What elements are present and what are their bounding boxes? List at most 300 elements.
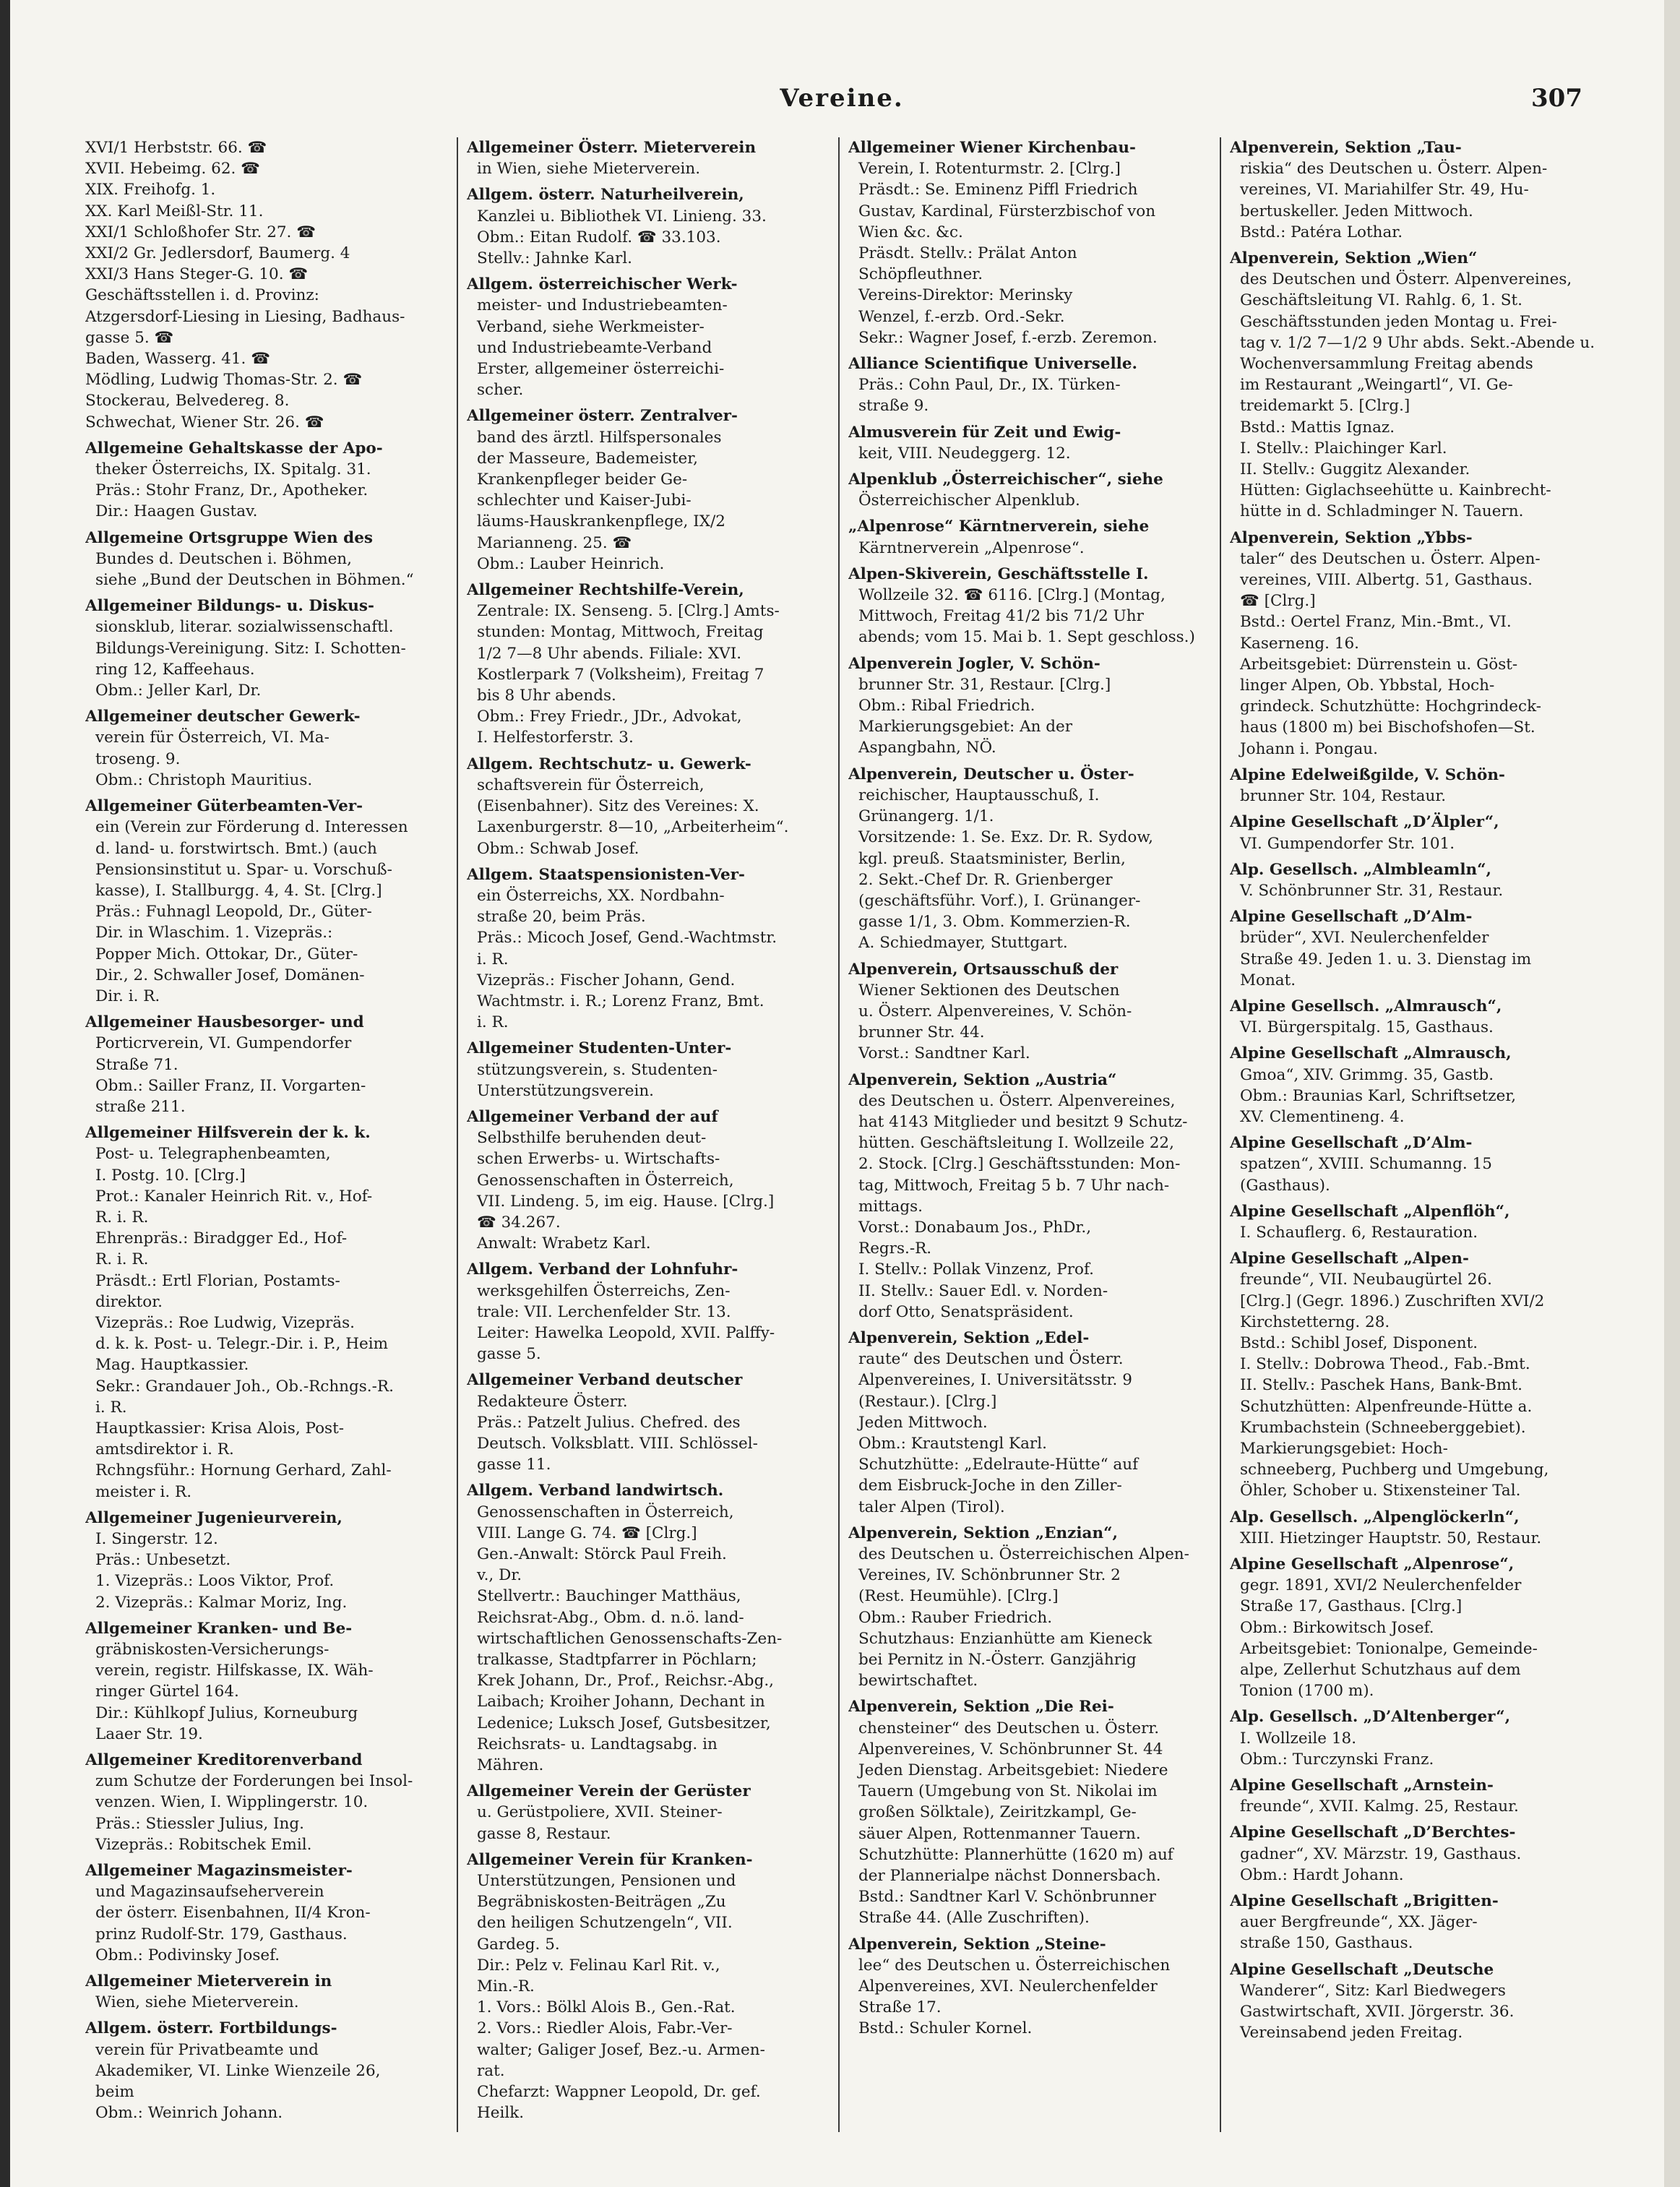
entry-line: brüder“, XVI. Neulerchenfelder xyxy=(1240,929,1489,948)
entry-heading: Alpine Gesellschaft „Deutsche xyxy=(1230,1960,1494,1979)
entry-line: treidemarkt 5. [Clrg.] xyxy=(1240,397,1410,416)
entry-heading: Alpine Gesellschaft „Alpenrose“, xyxy=(1230,1555,1515,1573)
entry-heading: Allgemeiner Magazinsmeister- xyxy=(85,1862,353,1881)
entry-line: Schutzhütte: Plannerhütte (1620 m) auf xyxy=(858,1845,1173,1864)
entry-line: Schwechat, Wiener Str. 26. ☎ xyxy=(85,413,324,431)
entry-line: Jeden Dienstag. Arbeitsgebiet: Niedere xyxy=(858,1761,1168,1780)
entry-line: schlechter und Kaiser-Jubi- xyxy=(477,491,692,510)
entry-line: Anwalt: Wrabetz Karl. xyxy=(477,1234,651,1253)
entry-line: grindeck. Schutzhütte: Hochgrindeck- xyxy=(1240,697,1541,716)
entry-line: Präsdt.: Se. Eminenz Piffl Friedrich xyxy=(858,181,1138,199)
entry-line: reichischer, Hauptausschuß, I. xyxy=(858,786,1100,804)
entry-line: R. i. R. xyxy=(95,1208,149,1226)
entry-line: hütten. Geschäftsleitung I. Wollzeile 22, xyxy=(858,1134,1174,1153)
entry-line: Dir.: Pelz v. Felinau Karl Rit. v., xyxy=(477,1956,720,1975)
directory-entry xyxy=(848,764,1213,954)
entry-line: rat. xyxy=(477,2061,505,2080)
entry-line: linger Alpen, Ob. Ybbstal, Hoch- xyxy=(1240,676,1495,695)
entry-line: XXI/1 Schloßhofer Str. 27. ☎ xyxy=(85,223,316,241)
directory-entry xyxy=(848,959,1213,1065)
entry-line: VI. Gumpendorfer Str. 101. xyxy=(1240,834,1455,853)
directory-entry xyxy=(85,596,450,701)
entry-line: Präs.: Unbesetzt. xyxy=(95,1551,231,1570)
entry-line: bertuskeller. Jeden Mittwoch. xyxy=(1240,202,1473,220)
entry-line: im Restaurant „Weingartl“, VI. Ge- xyxy=(1240,376,1513,395)
column-4 xyxy=(1230,137,1595,2147)
column-divider xyxy=(457,137,458,2132)
entry-line: Erster, allgemeiner österreichi- xyxy=(477,360,725,379)
entry-line: Präs.: Stiessler Julius, Ing. xyxy=(95,1814,304,1833)
entry-line: Mähren. xyxy=(477,1756,544,1775)
entry-line: Gardeg. 5. xyxy=(477,1935,560,1954)
entry-line: straße 150, Gasthaus. xyxy=(1240,1934,1413,1953)
directory-entry xyxy=(1230,248,1595,523)
entry-line: verein, registr. Hilfskasse, IX. Wäh- xyxy=(95,1662,374,1680)
entry-line: ring 12, Kaffeehaus. xyxy=(95,660,255,679)
entry-line: Obm.: Weinrich Johann. xyxy=(95,2104,283,2123)
entry-line: gasse 1/1, 3. Obm. Kommerzien-R. xyxy=(858,913,1131,932)
entry-heading: Alpenverein, Sektion „Ybbs- xyxy=(1230,528,1473,547)
directory-entry xyxy=(848,1070,1213,1323)
entry-line: chensteiner“ des Deutschen u. Österr. xyxy=(858,1719,1160,1737)
entry-line: Pensionsinstitut u. Spar- u. Vorschuß- xyxy=(95,860,392,879)
entry-heading: Alpine Gesellschaft „D’Älpler“, xyxy=(1230,813,1499,832)
directory-entry xyxy=(1230,137,1595,243)
entry-line: Wien &c. &c. xyxy=(858,223,963,241)
entry-line: Dir. i. R. xyxy=(95,987,160,1005)
entry-heading: Allgem. Staatspensionisten-Ver- xyxy=(467,865,745,884)
entry-line: v., Dr. xyxy=(477,1566,522,1585)
directory-entry xyxy=(467,405,832,575)
entry-line: tag v. 1/2 7—1/2 9 Uhr abds. Sekt.-Abende u. xyxy=(1240,333,1595,352)
entry-line: Redakteure Österr. xyxy=(477,1392,628,1411)
entry-line: Leiter: Hawelka Leopold, XVII. Palffy- xyxy=(477,1323,775,1342)
entry-line: meister- und Industriebeamten- xyxy=(477,296,728,315)
entry-line: Begräbniskosten-Beiträgen „Zu xyxy=(477,1893,726,1912)
entry-line: gasse 5. ☎ xyxy=(85,328,174,347)
entry-line: Wanderer“, Sitz: Karl Biedwegers xyxy=(1240,1981,1506,2000)
entry-line: Stockerau, Belvedereg. 8. xyxy=(85,392,290,411)
entry-line: band des ärztl. Hilfspersonales xyxy=(477,428,722,447)
entry-line: Obm.: Eitan Rudolf. ☎ 33.103. xyxy=(477,228,721,246)
entry-heading: Allgem. österr. Fortbildungs- xyxy=(85,2019,337,2038)
entry-line: Marianneng. 25. ☎ xyxy=(477,533,632,552)
entry-line: gasse 8, Restaur. xyxy=(477,1824,611,1843)
entry-line: XV. Clementineng. 4. xyxy=(1240,1107,1405,1126)
entry-line: Straße 71. xyxy=(95,1055,178,1074)
entry-line: der Plannerialpe nächst Donnersbach. xyxy=(858,1867,1161,1886)
entry-heading: Alpenverein, Sektion „Tau- xyxy=(1230,139,1462,157)
entry-line: Ledenice; Luksch Josef, Gutsbesitzer, xyxy=(477,1714,771,1732)
entry-line: sionsklub, literar. sozialwissenschaftl. xyxy=(95,618,394,637)
entry-line: 2. Stock. [Clrg.] Geschäftsstunden: Mon- xyxy=(858,1155,1181,1174)
entry-line: tag, Mittwoch, Freitag 5 b. 7 Uhr nach- xyxy=(858,1176,1170,1195)
directory-entry xyxy=(1230,812,1595,854)
entry-heading: Alpenverein, Sektion „Edel- xyxy=(848,1328,1090,1347)
entry-heading: Alpine Gesellschaft „D’Alm- xyxy=(1230,908,1473,927)
entry-line: Stellvertr.: Bauchinger Matthäus, xyxy=(477,1587,741,1606)
entry-line: Vizepräs.: Robitschek Emil. xyxy=(95,1835,312,1854)
entry-line: Bstd.: Patéra Lothar. xyxy=(1240,223,1403,241)
entry-line: Mittwoch, Freitag 41/2 bis 71/2 Uhr xyxy=(858,607,1144,626)
entry-line: Laaer Str. 19. xyxy=(95,1724,203,1743)
directory-entry xyxy=(848,1328,1213,1518)
entry-line: Schutzhütte: „Edelraute-Hütte“ auf xyxy=(858,1456,1139,1474)
entry-line: Bundes d. Deutschen i. Böhmen, xyxy=(95,549,352,568)
entry-heading: Alpine Gesellschaft „D’Alm- xyxy=(1230,1134,1473,1153)
entry-line: Obm.: Lauber Heinrich. xyxy=(477,554,665,573)
entry-line: stützungsverein, s. Studenten- xyxy=(477,1060,718,1079)
directory-entry xyxy=(85,2018,450,2123)
entry-line: XXI/2 Gr. Jedlersdorf, Baumerg. 4 xyxy=(85,244,350,263)
entry-line: Wochenversammlung Freitag abends xyxy=(1240,355,1533,374)
entry-line: Präsdt.: Ertl Florian, Postamts- xyxy=(95,1271,340,1290)
entry-heading: Allgemeiner Österr. Mieterverein xyxy=(467,139,757,157)
entry-line: freunde“, VII. Neubaugürtel 26. xyxy=(1240,1271,1492,1289)
entry-line: [Clrg.] (Gegr. 1896.) Zuschriften XVI/2 xyxy=(1240,1292,1545,1310)
entry-heading: Allgem. Rechtschutz- u. Gewerk- xyxy=(467,755,751,773)
entry-line: Vorsitzende: 1. Se. Exz. Dr. R. Sydow, xyxy=(858,828,1154,847)
entry-line: ☎ [Clrg.] xyxy=(1240,592,1316,611)
entry-line: Hütten: Giglachseehütte u. Kainbrecht- xyxy=(1240,481,1551,500)
entry-heading: Alpenverein, Sektion „Austria“ xyxy=(848,1070,1117,1089)
directory-entry xyxy=(467,1849,832,2124)
entry-line: walter; Galiger Josef, Bez.-u. Armen- xyxy=(477,2040,765,2059)
entry-line: gadner“, XV. Märzstr. 19, Gasthaus. xyxy=(1240,1844,1522,1863)
entry-line: (Restaur.). [Clrg.] xyxy=(858,1392,997,1411)
entry-line: direktor. xyxy=(95,1292,163,1311)
entry-heading: Allgemeiner Verein der Gerüster xyxy=(467,1782,751,1801)
entry-line: den heiligen Schutzengeln“, VII. xyxy=(477,1914,733,1933)
entry-line: Arbeitsgebiet: Tonionalpe, Gemeinde- xyxy=(1240,1639,1538,1658)
directory-entry xyxy=(1230,765,1595,807)
entry-line: auer Bergfreunde“, XX. Jäger- xyxy=(1240,1913,1478,1932)
entry-line: VII. Lindeng. 5, im eig. Hause. [Clrg.] xyxy=(477,1192,775,1211)
entry-heading: Allgem. Verband landwirtsch. xyxy=(467,1482,724,1500)
entry-line: (Rest. Heumühle). [Clrg.] xyxy=(858,1587,1059,1606)
entry-line: raute“ des Deutschen und Österr. xyxy=(858,1350,1124,1369)
entry-line: Vorst.: Donabaum Jos., PhDr., xyxy=(858,1218,1092,1237)
entry-heading: Allgemeiner Wiener Kirchenbau- xyxy=(848,139,1136,157)
entry-line: trale: VII. Lerchenfelder Str. 13. xyxy=(477,1302,731,1321)
entry-line: Atzgersdorf-Liesing in Liesing, Badhaus- xyxy=(85,307,405,326)
entry-heading: Alpine Gesellschaft „Alpen- xyxy=(1230,1250,1469,1268)
entry-line: Alpenvereines, I. Universitätsstr. 9 xyxy=(858,1371,1132,1390)
entry-line: alpe, Zellerhut Schutzhaus auf dem xyxy=(1240,1661,1521,1680)
entry-heading: Alp. Gesellsch. „D’Altenberger“, xyxy=(1230,1708,1511,1727)
directory-entry xyxy=(1230,1133,1595,1196)
entry-line: XXI/3 Hans Steger-G. 10. ☎ xyxy=(85,265,309,284)
entry-line: I. Singerstr. 12. xyxy=(95,1530,218,1548)
directory-entry xyxy=(1230,1248,1595,1501)
entry-line: Grünangerg. 1/1. xyxy=(858,807,994,826)
entry-line: gegr. 1891, XVI/2 Neulerchenfelder xyxy=(1240,1576,1522,1595)
entry-line: straße 20, beim Präs. xyxy=(477,908,646,927)
entry-line: i. R. xyxy=(477,950,509,968)
entry-line: schen Erwerbs- u. Wirtschafts- xyxy=(477,1150,720,1169)
entry-line: Post- u. Telegraphenbeamten, xyxy=(95,1145,331,1164)
entry-line: I. Stellv.: Dobrowa Theod., Fab.-Bmt. xyxy=(1240,1355,1530,1374)
directory-entry xyxy=(848,353,1213,417)
directory-entry xyxy=(85,528,450,591)
entry-line: hat 4143 Mitglieder und besitzt 9 Schutz- xyxy=(858,1112,1188,1131)
entry-line: R. i. R. xyxy=(95,1250,149,1269)
entry-line: Kärntnerverein „Alpenrose“. xyxy=(858,538,1085,557)
entry-line: Straße 17. xyxy=(858,1998,942,2017)
directory-entry xyxy=(848,137,1213,348)
directory-entry xyxy=(467,1107,832,1254)
entry-line: straße 211. xyxy=(95,1097,186,1116)
directory-entry xyxy=(467,184,832,269)
entry-line: Obm.: Braunias Karl, Schriftsetzer, xyxy=(1240,1086,1517,1105)
entry-line: Heilk. xyxy=(477,2104,525,2123)
entry-heading: Allgemeiner Verein für Kranken- xyxy=(467,1850,753,1869)
entry-line: Chefarzt: Wappner Leopold, Dr. gef. xyxy=(477,2083,761,2102)
column-3 xyxy=(848,137,1213,2147)
entry-line: tralkasse, Stadtpfarrer in Pöchlarn; xyxy=(477,1651,757,1670)
entry-line: abends; vom 15. Mai b. 1. Sept geschloss.) xyxy=(858,628,1195,647)
entry-line: gasse 11. xyxy=(477,1456,551,1474)
entry-line: I. Helfestorferstr. 3. xyxy=(477,729,634,747)
entry-line: Gmoa“, XIV. Grimmg. 35, Gastb. xyxy=(1240,1065,1494,1084)
entry-heading: Allgemeiner Kreditorenverband xyxy=(85,1751,363,1770)
entry-line: XIII. Hietzinger Hauptstr. 50, Restaur. xyxy=(1240,1529,1542,1547)
entry-line: 1. Vors.: Bölkl Alois B., Gen.-Rat. xyxy=(477,1998,736,2017)
entry-line: Geschäftsstellen i. d. Provinz: xyxy=(85,286,319,305)
entry-line: haus (1800 m) bei Bischofshofen—St. xyxy=(1240,718,1535,737)
entry-line: Reichsrats- u. Landtagsabg. in xyxy=(477,1735,718,1753)
entry-heading: Alpenverein, Sektion „Die Rei- xyxy=(848,1698,1114,1716)
entry-line: Wiener Sektionen des Deutschen xyxy=(858,981,1120,1000)
entry-line: Tauern (Umgebung von St. Nikolai im xyxy=(858,1782,1158,1801)
page-number: 307 xyxy=(1531,84,1582,113)
directory-entry xyxy=(467,1038,832,1101)
entry-line: 2. Vizepräs.: Kalmar Moriz, Ing. xyxy=(95,1593,348,1612)
entry-line: Obm.: Ribal Friedrich. xyxy=(858,697,1035,716)
directory-entry xyxy=(85,1012,450,1117)
entry-heading: Alpine Gesellschaft „Almrausch, xyxy=(1230,1044,1512,1063)
entry-heading: Alpine Gesellschaft „Brigitten- xyxy=(1230,1892,1499,1911)
entry-heading: Allgemeiner Studenten-Unter- xyxy=(467,1039,732,1058)
entry-line: brunner Str. 104, Restaur. xyxy=(1240,787,1447,806)
entry-line: Prot.: Kanaler Heinrich Rit. v., Hof- xyxy=(95,1187,373,1206)
entry-line: Genossenschaften in Österreich, xyxy=(477,1171,734,1190)
entry-heading: Alpen-Skiverein, Geschäftsstelle I. xyxy=(848,564,1149,583)
entry-line: Dir.: Kühlkopf Julius, Korneuburg xyxy=(95,1703,358,1722)
entry-line: I. Postg. 10. [Clrg.] xyxy=(95,1166,246,1185)
directory-entry xyxy=(848,469,1213,511)
entry-line: schneeberg, Puchberg und Umgebung, xyxy=(1240,1461,1549,1479)
entry-line: ringer Gürtel 164. xyxy=(95,1683,239,1701)
entry-line: ein Österreichs, XX. Nordbahn- xyxy=(477,886,725,905)
entry-line: d. k. k. Post- u. Telegr.-Dir. i. P., Heim xyxy=(95,1335,389,1354)
entry-line: wirtschaftlichen Genossenschafts-Zen- xyxy=(477,1629,783,1648)
entry-heading: Allgem. österreichischer Werk- xyxy=(467,275,738,294)
entry-line: Unterstützungsverein. xyxy=(477,1081,655,1100)
entry-heading: Allgemeiner Güterbeamten-Ver- xyxy=(85,797,363,816)
entry-line: Straße 44. (Alle Zuschriften). xyxy=(858,1909,1090,1928)
entry-line: vereines, VIII. Albertg. 51, Gasthaus. xyxy=(1240,571,1533,590)
entry-heading: Alpenverein, Sektion „Wien“ xyxy=(1230,249,1478,268)
entry-line: II. Stellv.: Guggitz Alexander. xyxy=(1240,460,1470,479)
entry-line: (Gasthaus). xyxy=(1240,1176,1330,1195)
entry-line: keit, VIII. Neudeggerg. 12. xyxy=(858,444,1071,463)
entry-line: Deutsch. Volksblatt. VIII. Schlössel- xyxy=(477,1434,758,1453)
entry-line: taler Alpen (Tirol). xyxy=(858,1498,1005,1516)
entry-heading: Allgemeiner Hilfsverein der k. k. xyxy=(85,1124,371,1143)
directory-entry xyxy=(467,1259,832,1365)
entry-line: 2. Vors.: Riedler Alois, Fabr.-Ver- xyxy=(477,2019,733,2038)
scan-edge-left xyxy=(0,0,10,2187)
entry-line: Zentrale: IX. Senseng. 5. [Clrg.] Amts- xyxy=(477,602,780,621)
directory-entry xyxy=(1230,996,1595,1038)
entry-line: verein für Österreich, VI. Ma- xyxy=(95,729,329,747)
entry-line: Stellv.: Jahnke Karl. xyxy=(477,249,632,268)
entry-line: 1/2 7—8 Uhr abends. Filiale: XVI. xyxy=(477,644,742,663)
entry-line: Regrs.-R. xyxy=(858,1239,932,1258)
directory-entry xyxy=(85,438,450,523)
entry-line: XVII. Hebeimg. 62. ☎ xyxy=(85,160,260,179)
entry-line: Wien, siehe Mieterverein. xyxy=(95,1993,299,2012)
entry-line: Obm.: Krautstengl Karl. xyxy=(858,1434,1047,1453)
entry-line: VI. Bürgerspitalg. 15, Gasthaus. xyxy=(1240,1018,1494,1037)
entry-line: (Eisenbahner). Sitz des Vereines: X. xyxy=(477,797,759,816)
entry-line: Min.-R. xyxy=(477,1977,535,1996)
entry-line: i. R. xyxy=(477,1013,509,1032)
entry-line: troseng. 9. xyxy=(95,749,181,768)
entry-line: I. Schauflerg. 6, Restauration. xyxy=(1240,1223,1478,1242)
entry-heading: Allgemeine Ortsgruppe Wien des xyxy=(85,528,373,547)
entry-line: Tonion (1700 m). xyxy=(1240,1682,1374,1701)
entry-line: Kostlerpark 7 (Volksheim), Freitag 7 xyxy=(477,665,764,684)
entry-line: Hauptkassier: Krisa Alois, Post- xyxy=(95,1419,344,1438)
entry-line: Obm.: Frey Friedr., JDr., Advokat, xyxy=(477,708,742,726)
entry-line: Dir. in Wlaschim. 1. Vizepräs.: xyxy=(95,924,333,942)
directory-entry xyxy=(1230,1706,1595,1770)
columns-container xyxy=(85,137,1610,2147)
directory-entry xyxy=(848,653,1213,759)
entry-line: A. Schiedmayer, Stuttgart. xyxy=(858,934,1068,953)
entry-line: Wachtmstr. i. R.; Lorenz Franz, Bmt. xyxy=(477,992,764,1010)
entry-line: großen Sölktale), Zeiritzkampl, Ge- xyxy=(858,1803,1137,1822)
entry-line: XVI/1 Herbststr. 66. ☎ xyxy=(85,139,267,157)
entry-heading: Alpenverein, Sektion „Steine- xyxy=(848,1935,1106,1954)
entry-line: Jeden Mittwoch. xyxy=(858,1413,988,1432)
entry-line: Vizepräs.: Fischer Johann, Gend. xyxy=(477,971,736,989)
entry-line: Präs.: Patzelt Julius. Chefred. des xyxy=(477,1413,741,1432)
entry-line: Porticrverein, VI. Gumpendorfer xyxy=(95,1034,352,1053)
entry-line: Präs.: Cohn Paul, Dr., IX. Türken- xyxy=(858,376,1121,395)
entry-line: Gen.-Anwalt: Störck Paul Freih. xyxy=(477,1545,727,1563)
entry-line: stunden: Montag, Mittwoch, Freitag xyxy=(477,623,764,642)
entry-line: Präs.: Stohr Franz, Dr., Apotheker. xyxy=(95,481,369,500)
entry-line: säuer Alpen, Rottenmanner Tauern. xyxy=(858,1824,1141,1843)
entry-line: Mödling, Ludwig Thomas-Str. 2. ☎ xyxy=(85,371,363,390)
entry-line: Präs.: Micoch Josef, Gend.-Wachtmstr. xyxy=(477,929,777,948)
directory-entry xyxy=(85,1860,450,1966)
entry-line: hütte in d. Schladminger N. Tauern. xyxy=(1240,502,1524,521)
entry-line: Alpenvereines, XVI. Neulerchenfelder xyxy=(858,1977,1158,1996)
directory-entry xyxy=(85,1971,450,2013)
entry-line: Bildungs-Vereinigung. Sitz: I. Schotten- xyxy=(95,639,406,658)
entry-line: Ehrenpräs.: Biradgger Ed., Hof- xyxy=(95,1229,348,1248)
entry-line: Selbsthilfe beruhenden deut- xyxy=(477,1129,707,1148)
entry-line: Obm.: Birkowitsch Josef. xyxy=(1240,1618,1434,1637)
entry-heading: Alliance Scientifique Universelle. xyxy=(848,355,1137,374)
entry-line: kasse), I. Stallburgg. 4, 4. St. [Clrg.] xyxy=(95,881,382,900)
entry-line: mittags. xyxy=(858,1197,923,1216)
entry-line: Krankenpfleger beider Ge- xyxy=(477,471,688,489)
entry-line: des Deutschen u. Österr. Alpenvereines, xyxy=(858,1091,1176,1110)
entry-line: Vereins-Direktor: Merinsky xyxy=(858,286,1073,305)
entry-line: und Industriebeamte-Verband xyxy=(477,338,712,357)
entry-line: lee“ des Deutschen u. Österreichischen xyxy=(858,1956,1171,1975)
entry-line: spatzen“, XVIII. Schumanng. 15 xyxy=(1240,1155,1492,1174)
entry-line: Bstd.: Schuler Kornel. xyxy=(858,2019,1033,2038)
entry-line: des Deutschen u. Österreichischen Alpen- xyxy=(858,1545,1189,1563)
entry-line: Gustav, Kardinal, Fürsterzbischof von xyxy=(858,202,1156,220)
entry-heading: Allgemeiner Jugenieurverein, xyxy=(85,1508,343,1527)
entry-line: Bstd.: Oertel Franz, Min.-Bmt., VI. xyxy=(1240,613,1512,632)
entry-line: Laxenburgerstr. 8—10, „Arbeiterheim“. xyxy=(477,818,789,837)
directory-entry xyxy=(1230,1043,1595,1127)
directory-entry xyxy=(1230,528,1595,760)
entry-heading: Alp. Gesellsch. „Alpenglöckerln“, xyxy=(1230,1508,1520,1526)
entry-line: amtsdirektor i. R. xyxy=(95,1440,234,1459)
entry-line: Obm.: Podivinsky Josef. xyxy=(95,1946,280,1964)
entry-line: Vereines, IV. Schönbrunner Str. 2 xyxy=(858,1566,1121,1585)
column-divider xyxy=(1220,137,1221,2132)
entry-heading: Almusverein für Zeit und Ewig- xyxy=(848,423,1121,442)
entry-heading: Alpenverein, Ortsausschuß der xyxy=(848,960,1119,979)
directory-entry xyxy=(85,137,450,433)
entry-line: Kirchstetterng. 28. xyxy=(1240,1312,1390,1331)
directory-entry xyxy=(848,1523,1213,1692)
entry-line: theker Österreichs, IX. Spitalg. 31. xyxy=(95,460,371,479)
entry-heading: Allgemeiner Verband der auf xyxy=(467,1107,718,1126)
directory-entry xyxy=(1230,1775,1595,1817)
entry-line: verein für Privatbeamte und xyxy=(95,2040,319,2059)
directory-entry xyxy=(848,516,1213,558)
entry-line: vereines, VI. Mariahilfer Str. 49, Hu- xyxy=(1240,181,1529,199)
entry-line: Kanzlei u. Bibliothek VI. Linieng. 33. xyxy=(477,207,767,225)
entry-line: Straße 17, Gasthaus. [Clrg.] xyxy=(1240,1597,1463,1616)
entry-line: bis 8 Uhr abends. xyxy=(477,687,616,705)
entry-heading: Alpine Gesellsch. „Almrausch“, xyxy=(1230,997,1502,1015)
entry-line: I. Wollzeile 18. xyxy=(1240,1729,1357,1748)
entry-line: Gastwirtschaft, XVII. Jörgerstr. 36. xyxy=(1240,2003,1515,2021)
directory-entry xyxy=(85,1618,450,1745)
directory-entry xyxy=(85,1750,450,1855)
entry-line: und Magazinsaufseherverein xyxy=(95,1883,324,1902)
entry-line: Wenzel, f.-erzb. Ord.-Sekr. xyxy=(858,307,1065,326)
entry-line: ☎ 34.267. xyxy=(477,1213,561,1232)
directory-entry xyxy=(848,564,1213,648)
entry-line: XX. Karl Meißl-Str. 11. xyxy=(85,202,264,220)
entry-line: Bstd.: Mattis Ignaz. xyxy=(1240,418,1395,437)
entry-line: 1. Vizepräs.: Loos Viktor, Prof. xyxy=(95,1572,335,1591)
entry-line: Bstd.: Schibl Josef, Disponent. xyxy=(1240,1333,1478,1352)
entry-line: Österreichischer Alpenklub. xyxy=(858,491,1080,510)
entry-heading: „Alpenrose“ Kärntnerverein, siehe xyxy=(848,517,1150,536)
entry-line: Vizepräs.: Roe Ludwig, Vizepräs. xyxy=(95,1313,355,1332)
entry-line: Baden, Wasserg. 41. ☎ xyxy=(85,350,270,369)
entry-line: Sekr.: Grandauer Joh., Ob.-Rchngs.-R. xyxy=(95,1377,394,1396)
entry-line: Geschäftsleitung VI. Rahlg. 6, 1. St. xyxy=(1240,291,1522,310)
entry-heading: Allgem. österr. Naturheilverein, xyxy=(467,186,744,205)
entry-line: XIX. Freihofg. 1. xyxy=(85,181,216,199)
entry-line: brunner Str. 44. xyxy=(858,1023,985,1042)
